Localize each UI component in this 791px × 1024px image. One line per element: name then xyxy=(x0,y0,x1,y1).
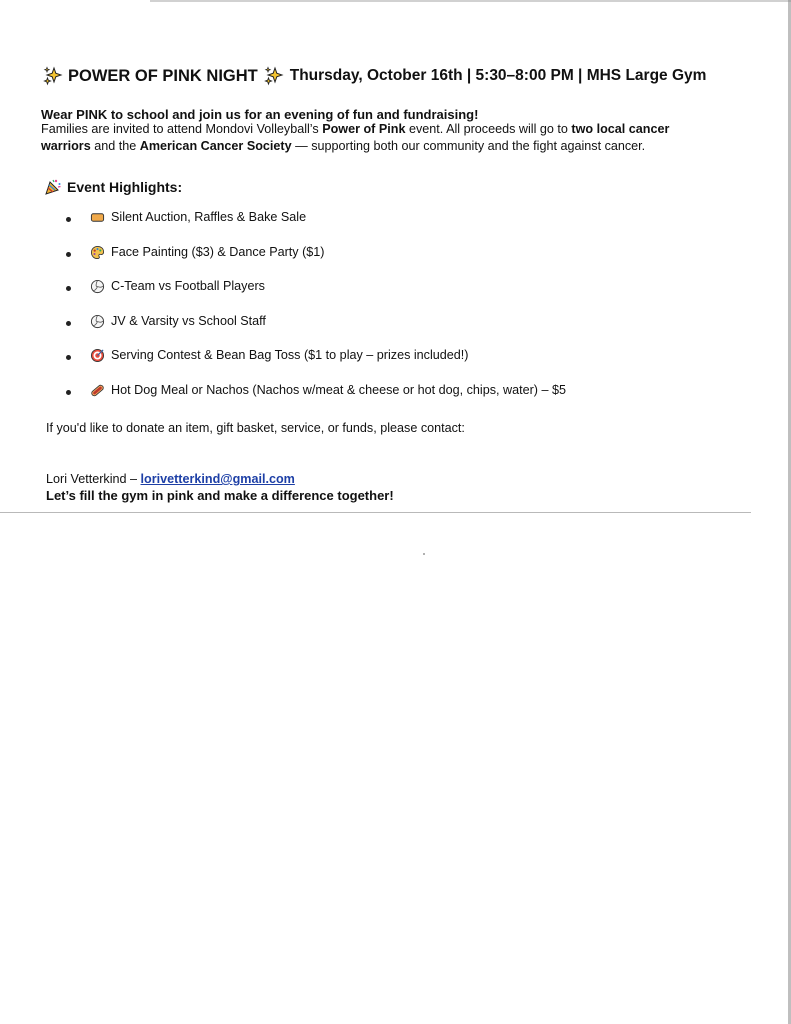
party-popper-icon xyxy=(44,178,62,196)
bullet xyxy=(66,355,71,360)
artist-palette-icon xyxy=(90,245,105,260)
intro-text: event. All proceeds will go to xyxy=(405,122,572,136)
bullet xyxy=(66,217,71,222)
intro-bold: warriors xyxy=(41,139,91,153)
list-item-text: Hot Dog Meal or Nachos (Nachos w/meat & cheese or hot dog, chips, water) – $5 xyxy=(111,382,566,397)
bullet xyxy=(66,390,71,395)
volleyball-icon xyxy=(90,279,105,294)
intro-text: Families are invited to attend Mondovi Volleyball’s xyxy=(41,122,323,136)
fold-line xyxy=(0,512,751,513)
event-title: POWER OF PINK NIGHT xyxy=(68,66,258,85)
contact-line xyxy=(46,472,295,486)
hot-dog-icon xyxy=(90,383,105,398)
event-details: Thursday, October 16th | 5:30–8:00 PM | MHS Large Gym xyxy=(289,67,707,84)
intro-line-2 xyxy=(41,138,741,155)
bullet xyxy=(66,286,71,291)
list-item-text: Serving Contest & Bean Bag Toss ($1 to play – prizes included!) xyxy=(111,348,469,362)
intro-text: — supporting both our community and the fight against cancer. xyxy=(291,139,646,153)
highlights-heading-text: Event Highlights: xyxy=(67,179,183,195)
scan-top-edge xyxy=(150,0,791,2)
sparkles-icon xyxy=(264,66,284,86)
volleyball-icon xyxy=(90,314,105,329)
intro-bold: American Cancer Society xyxy=(139,139,292,153)
event-header xyxy=(43,66,706,86)
highlights-list xyxy=(66,210,566,417)
list-item-text: Silent Auction, Raffles & Bake Sale xyxy=(111,210,307,224)
intro-text: and the xyxy=(90,139,140,153)
list-item xyxy=(66,279,566,314)
intro-line-1 xyxy=(41,121,741,138)
contact-email-link[interactable]: lorivetterkind@gmail.com xyxy=(140,472,295,486)
bullet xyxy=(66,321,71,326)
intro-bold: Power of Pink xyxy=(322,122,406,136)
target-icon xyxy=(90,348,105,363)
bullet xyxy=(66,252,71,257)
list-item-text: Face Painting ($3) & Dance Party ($1) xyxy=(111,244,325,259)
intro-paragraph xyxy=(41,121,741,155)
ticket-icon xyxy=(90,210,105,225)
list-item xyxy=(66,245,566,280)
list-item xyxy=(66,314,566,349)
donate-text: If you'd like to donate an item, gift basket, service, or funds, please contact: xyxy=(46,421,465,435)
scan-speck xyxy=(423,553,425,555)
list-item xyxy=(66,383,566,418)
contact-name: Lori Vetterkind – xyxy=(46,472,141,486)
sparkles-icon xyxy=(43,66,63,86)
list-item-text: JV & Varsity vs School Staff xyxy=(111,313,266,328)
intro-bold: two local cancer xyxy=(571,122,670,136)
list-item xyxy=(66,348,566,383)
highlights-heading xyxy=(44,178,182,196)
tagline: Wear PINK to school and join us for an evening of fun and fundraising! xyxy=(41,107,479,122)
closing-line: Let’s fill the gym in pink and make a difference together! xyxy=(46,488,394,503)
list-item xyxy=(66,210,566,245)
list-item-text: C-Team vs Football Players xyxy=(111,279,265,293)
